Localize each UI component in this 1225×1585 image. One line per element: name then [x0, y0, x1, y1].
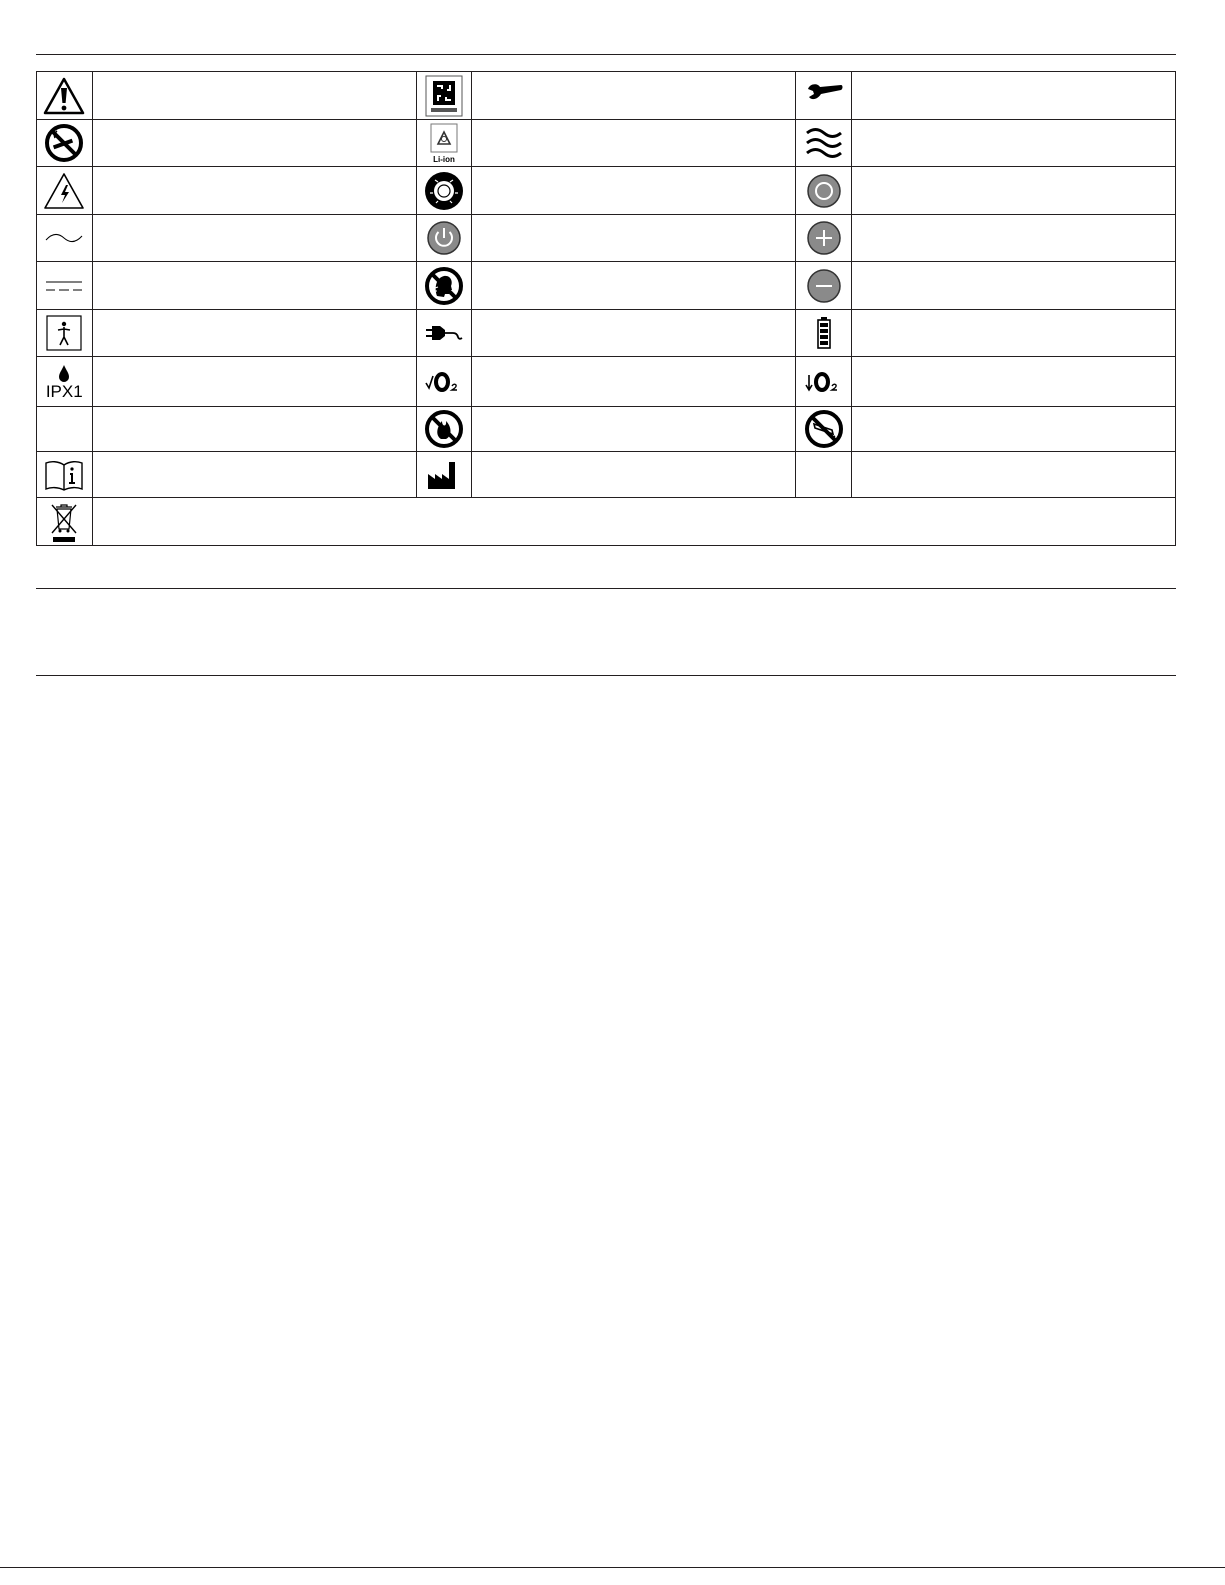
- symbol-description: [472, 72, 796, 120]
- weee-crossed-bin-icon: [37, 498, 93, 546]
- symbol-description: [92, 72, 416, 120]
- no-disassembly-icon: [796, 407, 852, 452]
- symbol-row: [37, 120, 1176, 167]
- symbol-description: [851, 167, 1175, 215]
- symbol-description: [851, 215, 1175, 262]
- symbol-description: [92, 167, 416, 215]
- symbol-description: [92, 498, 1175, 546]
- symbol-description: [472, 310, 796, 357]
- symbol-row: [37, 407, 1176, 452]
- symbol-description: [851, 407, 1175, 452]
- symbol-description: [92, 215, 416, 262]
- ac-plug-cord-icon: [416, 310, 472, 357]
- high-voltage-triangle-icon: [37, 167, 93, 215]
- direct-current-icon: [37, 262, 93, 310]
- symbol-row: [37, 215, 1176, 262]
- alternating-current-icon: [37, 215, 93, 262]
- no-open-flame-icon: [416, 407, 472, 452]
- manufacturer-factory-icon: [416, 452, 472, 498]
- symbol-description: [851, 357, 1175, 407]
- wrench-icon: [796, 72, 852, 120]
- symbol-description: [92, 120, 416, 167]
- symbol-description: [472, 262, 796, 310]
- symbol-row: [37, 498, 1176, 546]
- top-rule: [36, 54, 1176, 55]
- svg-text:Li-ion: Li-ion: [433, 155, 455, 164]
- symbol-row: [37, 452, 1176, 498]
- symbol-description: [851, 452, 1175, 498]
- symbol-description: [472, 407, 796, 452]
- humidifier-waves-icon: [796, 120, 852, 167]
- power-standby-button-icon: [416, 215, 472, 262]
- warning-triangle-icon: [37, 72, 93, 120]
- rbrc-recycle-seal-icon: [416, 167, 472, 215]
- oxygen-low-icon: [796, 357, 852, 407]
- symbol-description: [92, 262, 416, 310]
- symbol-row: [37, 262, 1176, 310]
- symbol-description: [851, 310, 1175, 357]
- minus-circle-button-icon: [796, 262, 852, 310]
- type-bf-applied-part-icon: [37, 310, 93, 357]
- symbol-row: [37, 310, 1176, 357]
- symbol-description: [472, 167, 796, 215]
- section-rule: [36, 675, 1176, 676]
- symbol-row: [37, 167, 1176, 215]
- symbol-description: [851, 72, 1175, 120]
- ipx1-drip-icon: [37, 357, 93, 407]
- symbol-description: [851, 120, 1175, 167]
- oxygen-normal-icon: [416, 357, 472, 407]
- empty-symbol-cell: [37, 407, 93, 452]
- symbol-description: [851, 262, 1175, 310]
- footer-rule: [0, 1567, 1225, 1568]
- li-ion-recycle-icon: [416, 120, 472, 167]
- section-rule: [36, 588, 1176, 589]
- no-oil-grease-icon: [416, 262, 472, 310]
- plus-circle-button-icon: [796, 215, 852, 262]
- symbol-row: [37, 357, 1176, 407]
- ipx-rating-label: IPX1: [45, 381, 83, 401]
- symbol-description: [92, 407, 416, 452]
- symbol-description: [472, 120, 796, 167]
- symbol-description: [92, 452, 416, 498]
- taiwan-battery-recycle-icon: [416, 72, 472, 120]
- symbol-row: [37, 72, 1176, 120]
- off-circle-button-icon: [796, 167, 852, 215]
- symbols-table: [36, 71, 1176, 546]
- consult-instructions-icon: [37, 452, 93, 498]
- symbol-description: [472, 215, 796, 262]
- symbol-description: [472, 452, 796, 498]
- symbol-description: [472, 357, 796, 407]
- symbol-description: [92, 357, 416, 407]
- empty-symbol-cell: [796, 452, 852, 498]
- no-smoking-icon: [37, 120, 93, 167]
- symbol-description: [92, 310, 416, 357]
- battery-level-icon: [796, 310, 852, 357]
